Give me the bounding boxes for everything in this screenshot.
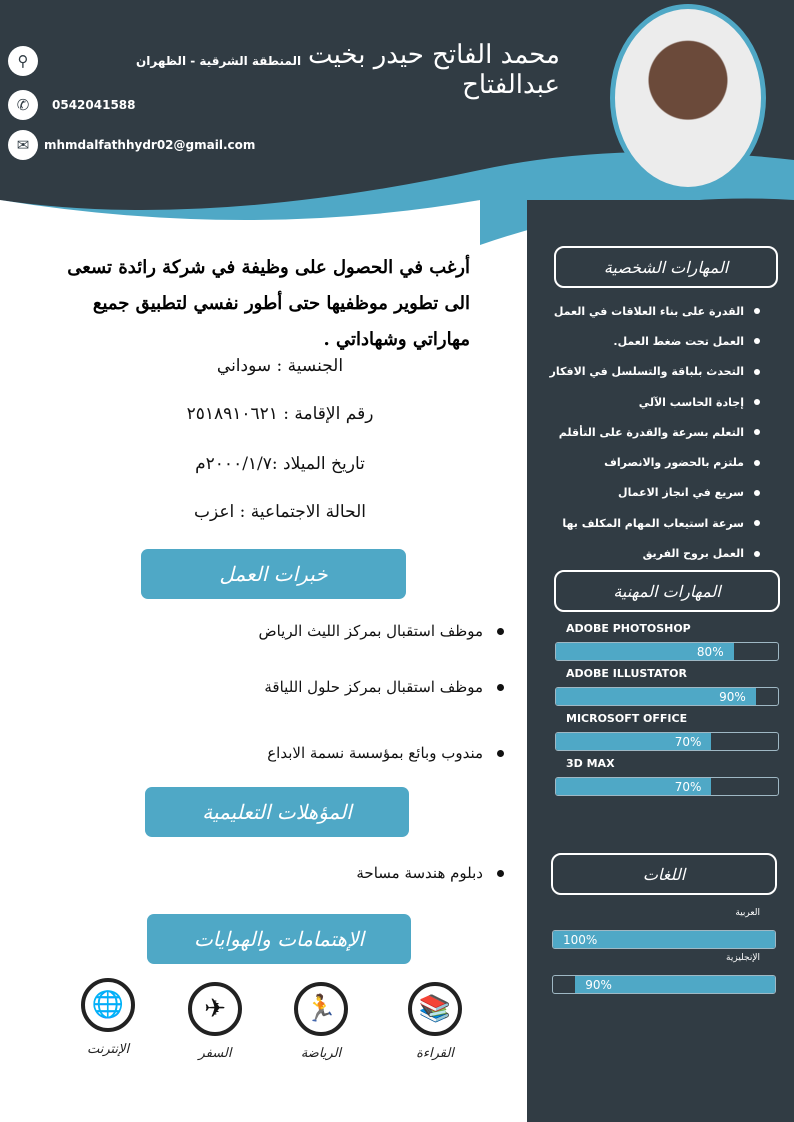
- skill-item: إجادة الحاسب الآلي: [545, 387, 760, 417]
- skill-item: سريع في انجاز الاعمال: [545, 478, 760, 508]
- skill-bar-fill: 70%: [556, 778, 711, 795]
- full-name: محمد الفاتح حيدر بخيت عبدالفتاح: [308, 40, 560, 100]
- hobby-label: الرياضة: [300, 1046, 342, 1061]
- skill-bar-fill: 90%: [556, 688, 756, 705]
- phone-text: 0542041588: [52, 98, 136, 112]
- envelope-icon: ✉: [8, 130, 38, 160]
- email-text[interactable]: mhmdalfathhydr02@gmail.com: [44, 138, 256, 152]
- skill-item: العمل بروح الفريق: [545, 538, 760, 568]
- hobby-travel: [170, 982, 260, 1061]
- skill-item: التحدث بلباقة والتسلسل في الافكار: [545, 357, 760, 387]
- skill-item: ملتزم بالحضور والانصراف: [545, 447, 760, 477]
- residency-number: رقم الإقامة : ٢٥١٨٩١٠٦٢١: [186, 404, 374, 424]
- education-item: دبلوم هندسة مساحة: [356, 864, 504, 882]
- career-objective: أرغب في الحصول على وظيفة في شركة رائدة تسعى الى تطوير موظفيها حتى أطور نفسي لتطبيق جميع مهاراتي وشهاداتي .: [67, 257, 470, 350]
- experience-item: مندوب وبائع بمؤسسة نسمة الابداع: [267, 744, 504, 762]
- software-skill-bar: [555, 642, 779, 661]
- language-bar: [552, 975, 776, 994]
- language-bar-fill: 90%: [575, 976, 775, 993]
- software-skill-name: 3D MAX: [566, 757, 615, 770]
- airplane-icon: ✈: [188, 982, 242, 1036]
- language-name: العربية: [735, 908, 760, 918]
- hobby-label: الإنترنت: [86, 1042, 130, 1057]
- hobby-label: القراءة: [416, 1046, 454, 1061]
- hobby-sports: [276, 982, 366, 1061]
- hobby-internet: [63, 978, 153, 1057]
- hobbies-heading: الإهتمامات والهوايات: [147, 914, 411, 964]
- skill-bar-fill: 80%: [556, 643, 734, 660]
- skill-item: العمل تحت ضغط العمل.: [545, 326, 760, 356]
- language-name: الإنجليزية: [726, 953, 760, 963]
- skill-item: التعلم بسرعة والقدرة على التأقلم: [545, 417, 760, 447]
- skill-item: سرعة استيعاب المهام المكلف بها: [545, 508, 760, 538]
- professional-skills-heading: المهارات المهنية: [554, 570, 780, 612]
- software-skill-bar: [555, 687, 779, 706]
- globe-icon: 🌐: [81, 978, 135, 1032]
- experience-heading: خبرات العمل: [141, 549, 406, 599]
- marital-status: الحالة الاجتماعية : اعزب: [194, 502, 366, 522]
- software-skill-name: MICROSOFT OFFICE: [566, 712, 688, 725]
- hobby-reading: [390, 982, 480, 1061]
- language-bar-fill: 100%: [553, 931, 775, 948]
- books-icon: 📚: [408, 982, 462, 1036]
- nationality: الجنسية : سوداني: [216, 356, 344, 376]
- software-skill-name: ADOBE PHOTOSHOP: [566, 622, 691, 635]
- hobby-label: السفر: [198, 1046, 232, 1061]
- birth-date: تاريخ الميلاد :٢٠٠٠/١/٧م: [195, 454, 365, 474]
- location-pin-icon: ⚲: [8, 46, 38, 76]
- software-skill-bar: [555, 777, 779, 796]
- location-text: المنطقة الشرقية - الظهران: [136, 54, 302, 68]
- runner-icon: 🏃: [294, 982, 348, 1036]
- contact-location: [8, 46, 301, 76]
- skill-bar-fill: 70%: [556, 733, 711, 750]
- profile-photo: [610, 4, 766, 192]
- languages-heading: اللغات: [551, 853, 777, 895]
- experience-item: موظف استقبال بمركز حلول اللياقة: [264, 678, 504, 696]
- contact-email: [8, 130, 255, 160]
- phone-icon: ✆: [8, 90, 38, 120]
- experience-item: موظف استقبال بمركز الليث الرياض: [258, 622, 504, 640]
- education-heading: المؤهلات التعليمية: [145, 787, 409, 837]
- software-skill-bar: [555, 732, 779, 751]
- language-bar: [552, 930, 776, 949]
- contact-phone: [8, 90, 136, 120]
- software-skill-name: ADOBE ILLUSTATOR: [566, 667, 687, 680]
- personal-skills-list: [545, 296, 760, 569]
- personal-skills-heading: المهارات الشخصية: [554, 246, 778, 288]
- skill-item: القدرة على بناء العلاقات في العمل: [545, 296, 760, 326]
